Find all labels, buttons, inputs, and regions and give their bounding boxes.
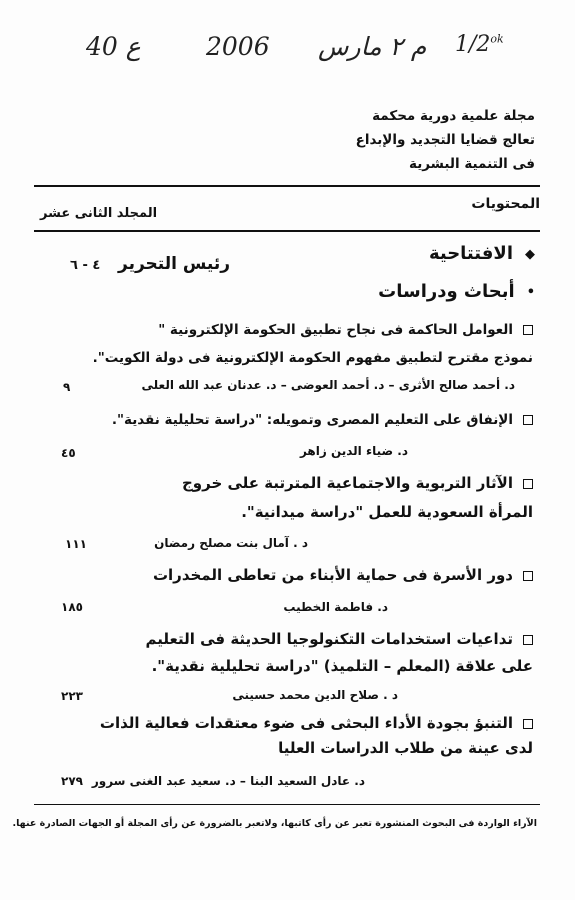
entry-title-line: المرأة السعودية للعمل "دراسة ميدانية".	[241, 503, 533, 521]
divider-middle	[34, 230, 540, 232]
handwritten-year: 2006	[206, 32, 270, 61]
divider-bottom	[34, 804, 540, 805]
entry-author: د. أحمد صالح الأثرى – د. أحمد العوضى – د. عدنان عبد الله العلى	[141, 378, 515, 392]
entry-pages: ١٨٥	[61, 600, 83, 614]
entry-title-line	[100, 714, 533, 732]
checkbox-bullet-icon	[523, 479, 533, 489]
entry-title-text: الإنفاق على التعليم المصرى وتمويله: "دراسة تحليلية نقدية".	[111, 412, 513, 428]
checkbox-bullet-icon	[523, 635, 533, 645]
entry-title-line	[182, 474, 533, 492]
toc-entry	[63, 714, 533, 794]
entry-pages: ٢٢٣	[61, 689, 83, 703]
journal-line: تعالج قضايا التجديد والإبداع	[355, 132, 535, 148]
entry-author: د . صلاح الدين محمد حسينى	[232, 688, 398, 702]
entry-pages: ٩	[63, 380, 71, 394]
journal-description	[315, 104, 535, 176]
entry-title-line: على علاقة (المعلم – التلميذ) "دراسة تحليلية نقدية".	[151, 657, 533, 675]
entry-title-line	[112, 412, 533, 428]
entry-title-text: العوامل الحاكمة فى نجاح تطبيق الحكومة الإلكترونية "	[158, 322, 513, 338]
handwritten-mark	[455, 32, 504, 57]
toc-entry	[63, 630, 533, 710]
checkbox-bullet-icon	[523, 719, 533, 729]
entry-title-text: دور الأسرة فى حماية الأبناء من تعاطى المخدرات	[152, 566, 513, 584]
entry-author: د. عادل السعيد البنا – د. سعيد عبد الغنى سرور	[91, 774, 365, 788]
entry-title-line: لدى عينة من طلاب الدراسات العليا	[278, 739, 533, 757]
entry-author: د. ضياء الدين زاهر	[299, 444, 408, 458]
journal-line: فى التنمية البشرية	[409, 156, 535, 172]
toc-entry	[63, 412, 533, 472]
section-research	[378, 281, 535, 302]
entry-title-text: التنبؤ بجودة الأداء البحثى فى ضوء معتقدات فعالية الذات	[99, 714, 513, 732]
dot-bullet-icon: •	[526, 284, 535, 300]
entry-title-line	[146, 630, 533, 648]
section-title: الافتتاحية	[428, 243, 513, 264]
checkbox-bullet-icon	[523, 571, 533, 581]
contents-title: المحتويات	[471, 196, 540, 212]
journal-line: مجلة علمية دورية محكمة	[372, 108, 535, 124]
toc-entry	[63, 322, 533, 402]
editorial-pages: ٤ - ٦	[70, 258, 101, 273]
entry-title-line: نموذج مقترح لتطبيق مفهوم الحكومة الإلكترونية فى دولة الكويت".	[92, 350, 533, 366]
section-title: أبحاث ودراسات	[378, 281, 515, 302]
entry-title-text: تداعيات استخدامات التكنولوجيا الحديثة فى التعليم	[145, 630, 513, 648]
entry-title-line	[153, 566, 533, 584]
section-editorial	[429, 243, 535, 264]
diamond-bullet-icon: ◆	[525, 246, 535, 262]
entry-title-line	[158, 322, 533, 338]
entry-pages: ٤٥	[61, 446, 76, 460]
editorial-author: رئيس التحرير	[118, 254, 230, 274]
contents-header	[34, 196, 540, 224]
handwritten-mark-ok: ok	[490, 32, 504, 46]
handwritten-month: م ٢ مارس	[318, 32, 427, 61]
entry-author: د . آمال بنت مصلح رمضان	[154, 536, 308, 550]
volume-label: المجلد الثانى عشر	[40, 206, 158, 221]
entry-pages: ٢٧٩	[61, 774, 83, 788]
disclaimer-footnote: الآراء الواردة فى البحوث المنشورة تعبر عن رأى كاتبها، ولاتعبر بالضرورة عن رأى المجلة أو الجهات الصادرة عنها.	[12, 818, 537, 829]
entry-author: د. فاطمة الخطيب	[283, 600, 388, 614]
checkbox-bullet-icon	[523, 415, 533, 425]
toc-entry	[63, 566, 533, 626]
entry-title-text: الآثار التربوية والاجتماعية المترتبة على خروج	[182, 474, 513, 492]
handwritten-mark-value: 1/2	[455, 32, 491, 57]
entry-pages: ١١١	[65, 537, 87, 551]
divider-top	[34, 185, 540, 187]
checkbox-bullet-icon	[523, 325, 533, 335]
toc-entry	[63, 474, 533, 554]
handwritten-code: 40 ع	[86, 32, 141, 61]
